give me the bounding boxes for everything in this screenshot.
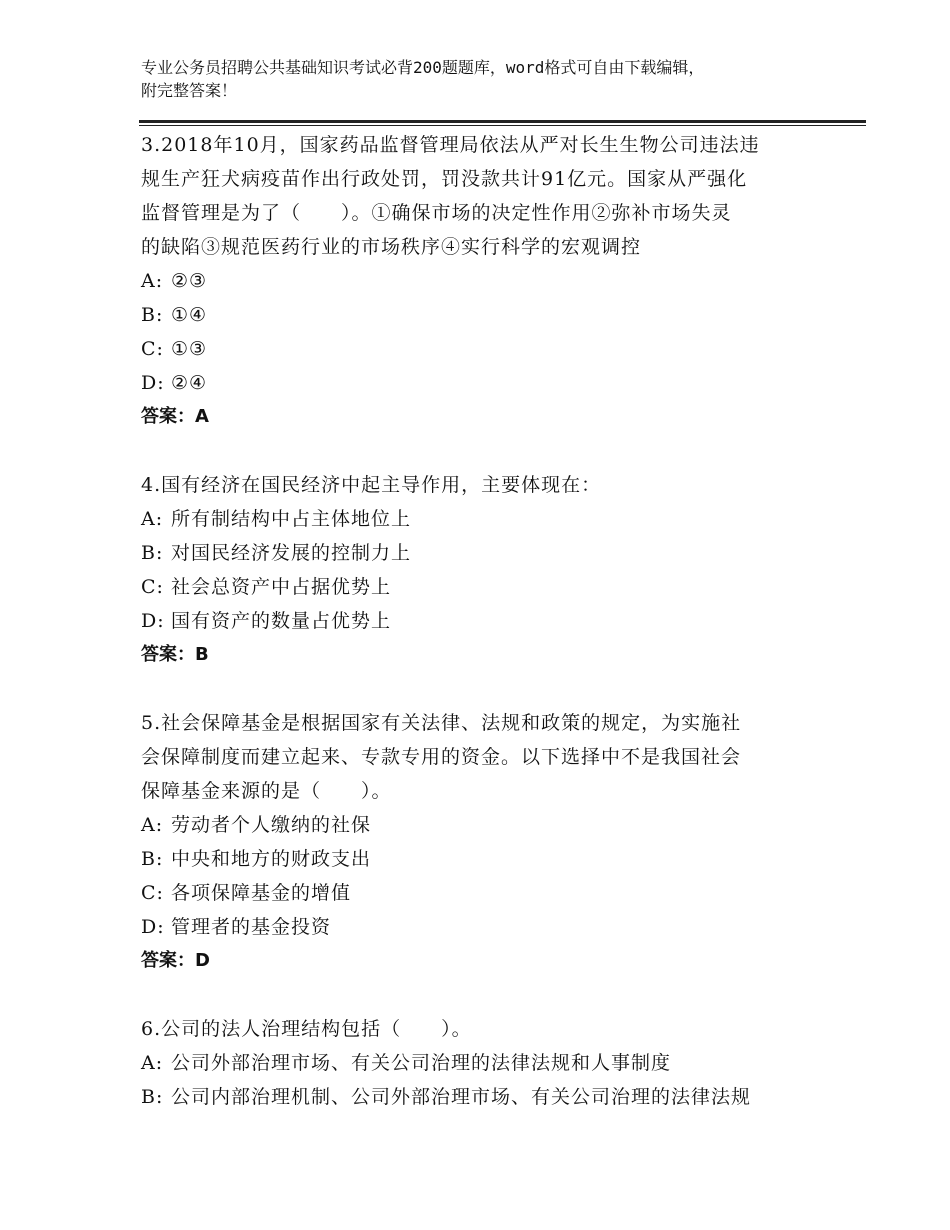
option-text: ①③ xyxy=(171,338,208,360)
question-stem-line: 6.公司的法人治理结构包括（ ）。 xyxy=(141,1018,472,1040)
option-b xyxy=(141,1080,821,1114)
header-divider-thin xyxy=(139,125,866,126)
question-stem-line: 会保障制度而建立起来、专款专用的资金。以下选择中不是我国社会 xyxy=(141,746,742,768)
question-stem-line: 规生产狂犬病疫苗作出行政处罚，罚没款共计91亿元。国家从严强化 xyxy=(141,168,748,190)
question-6 xyxy=(141,1012,821,1114)
option-text: 公司外部治理市场、有关公司治理的法律法规和人事制度 xyxy=(171,1052,672,1074)
question-stem-line: 保障基金来源的是（ ）。 xyxy=(141,780,392,802)
option-c xyxy=(141,570,821,604)
option-b xyxy=(141,536,821,570)
question-stem-line: 4.国有经济在国民经济中起主导作用，主要体现在： xyxy=(141,474,602,496)
option-key: A: xyxy=(141,1052,164,1074)
question-list xyxy=(141,128,821,1114)
option-b xyxy=(141,842,821,876)
header-line-2: 附完整答案！ xyxy=(141,81,238,100)
answer-label: 答案：D xyxy=(141,950,210,971)
page-header xyxy=(141,56,841,102)
option-d xyxy=(141,604,821,638)
question-5 xyxy=(141,706,821,978)
option-key: A: xyxy=(141,508,164,530)
question-spacer xyxy=(141,434,821,468)
option-d xyxy=(141,910,821,944)
option-key: B: xyxy=(141,542,164,564)
option-key: A: xyxy=(141,270,164,292)
question-stem-line: 监督管理是为了（ ）。①确保市场的决定性作用②弥补市场失灵 xyxy=(141,202,732,224)
option-text: ②③ xyxy=(171,270,208,292)
header-divider-thick xyxy=(139,120,866,123)
question-stem-line: 3.2018年10月，国家药品监督管理局依法从严对长生生物公司违法违 xyxy=(141,134,760,156)
option-text: 所有制结构中占主体地位上 xyxy=(171,508,412,530)
question-stem-line: 5.社会保障基金是根据国家有关法律、法规和政策的规定，为实施社 xyxy=(141,712,742,734)
option-text: 中央和地方的财政支出 xyxy=(171,848,372,870)
option-c xyxy=(141,876,821,910)
question-3 xyxy=(141,128,821,434)
option-key: A: xyxy=(141,814,164,836)
option-key: D: xyxy=(141,610,165,632)
option-key: C: xyxy=(141,576,164,598)
answer-label: 答案：A xyxy=(141,406,209,427)
option-key: B: xyxy=(141,848,164,870)
option-text: 公司内部治理机制、公司外部治理市场、有关公司治理的法律法规 xyxy=(171,1086,752,1108)
question-4 xyxy=(141,468,821,672)
option-text: ①④ xyxy=(171,304,208,326)
option-a xyxy=(141,808,821,842)
answer-label: 答案：B xyxy=(141,644,209,665)
question-spacer xyxy=(141,672,821,706)
option-key: C: xyxy=(141,338,164,360)
option-text: 管理者的基金投资 xyxy=(171,916,332,938)
option-key: D: xyxy=(141,372,165,394)
option-text: 国有资产的数量占优势上 xyxy=(171,610,392,632)
option-key: D: xyxy=(141,916,165,938)
option-text: ②④ xyxy=(171,372,208,394)
option-key: C: xyxy=(141,882,164,904)
option-b xyxy=(141,298,821,332)
option-a xyxy=(141,1046,821,1080)
option-text: 各项保障基金的增值 xyxy=(171,882,352,904)
question-spacer xyxy=(141,978,821,1012)
option-a xyxy=(141,264,821,298)
option-key: B: xyxy=(141,1086,164,1108)
option-a xyxy=(141,502,821,536)
option-text: 对国民经济发展的控制力上 xyxy=(171,542,412,564)
option-text: 劳动者个人缴纳的社保 xyxy=(171,814,372,836)
header-line-1: 专业公务员招聘公共基础知识考试必背200题题库，word格式可自由下载编辑， xyxy=(141,58,705,77)
question-stem-line: 的缺陷③规范医药行业的市场秩序④实行科学的宏观调控 xyxy=(141,236,642,258)
option-c xyxy=(141,332,821,366)
option-key: B: xyxy=(141,304,164,326)
option-d xyxy=(141,366,821,400)
option-text: 社会总资产中占据优势上 xyxy=(171,576,392,598)
